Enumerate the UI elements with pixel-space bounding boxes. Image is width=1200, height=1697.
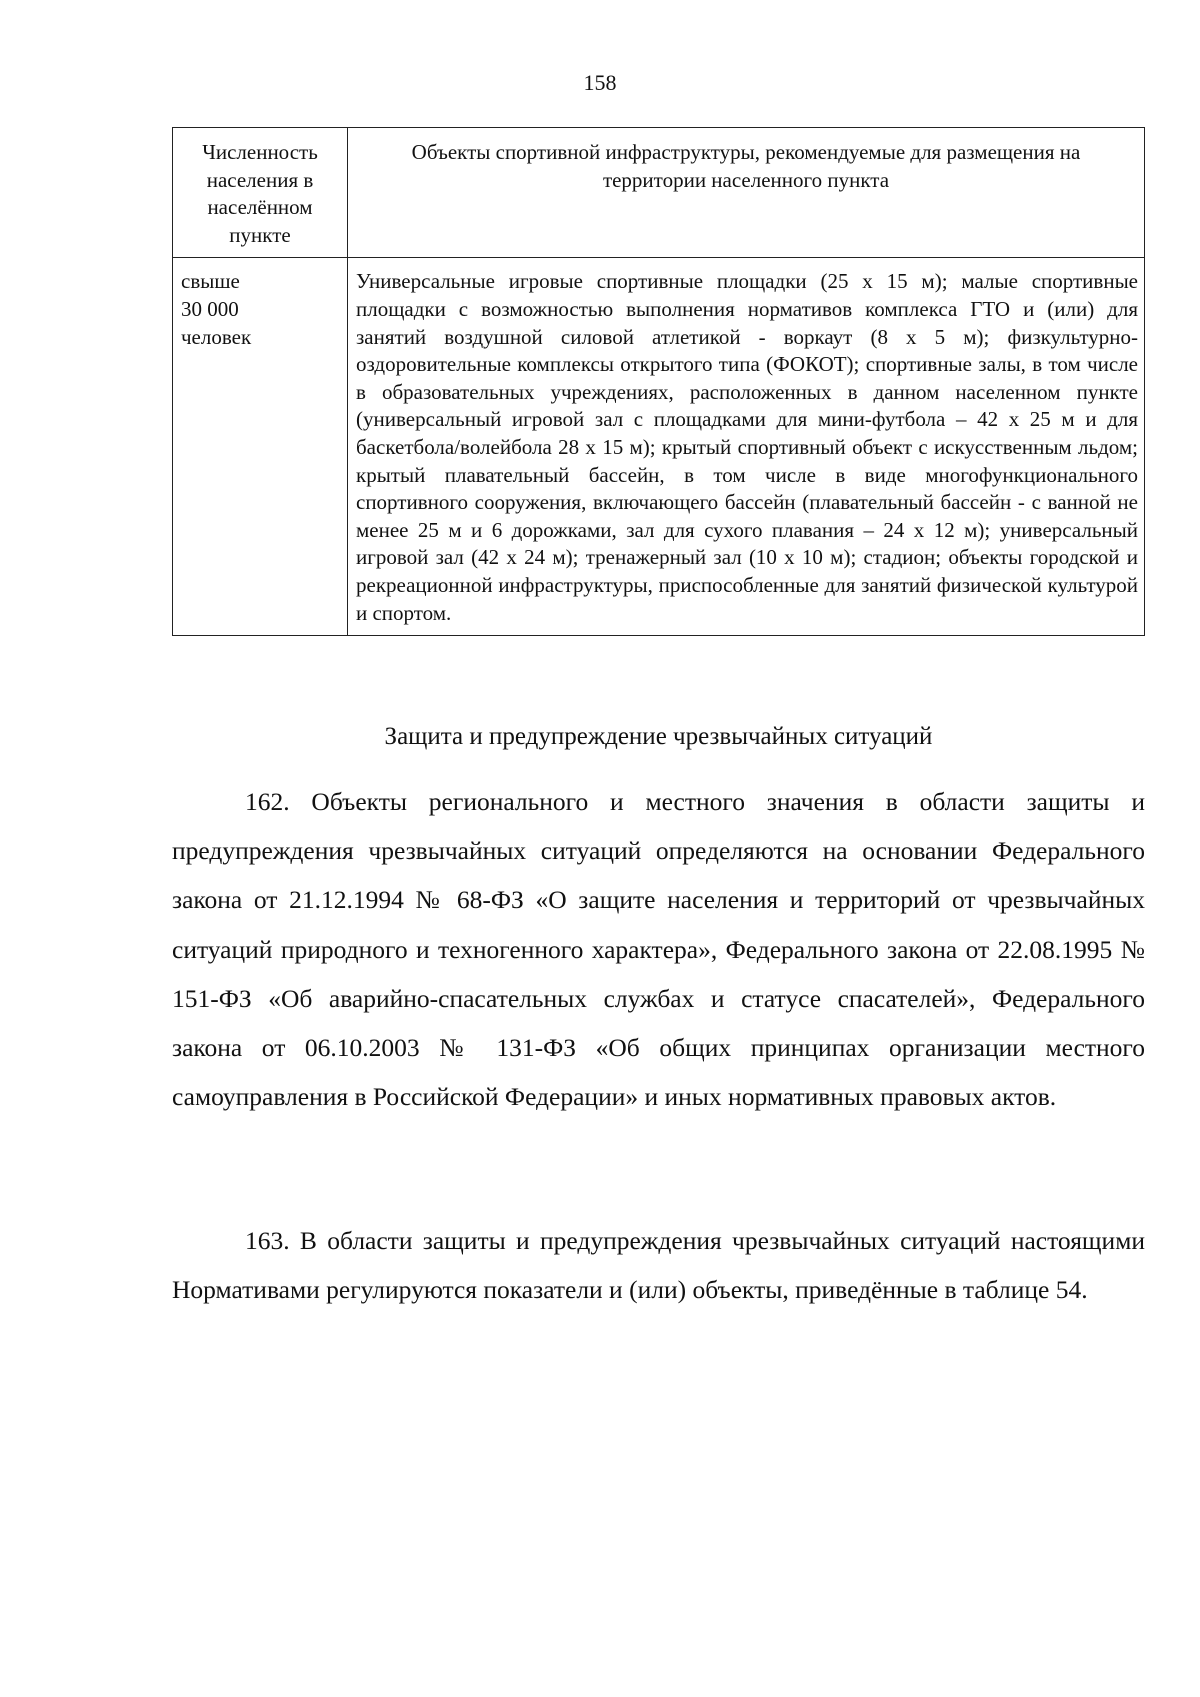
row-population-line: 30 000 xyxy=(181,296,239,321)
header-objects-line: территории населенного пункта xyxy=(602,167,890,192)
page-number: 158 xyxy=(583,70,617,95)
header-population-line: пункте xyxy=(229,222,291,247)
header-objects-line: Объекты спортивной инфраструктуры, рекомендуемые для размещения на xyxy=(411,140,1081,164)
header-population-line: населения в xyxy=(206,167,314,192)
row-population xyxy=(173,258,348,636)
table-row xyxy=(173,258,1145,636)
row-objects: Универсальные игровые спортивные площадки (25 х 15 м); малые спортивные площадки с возможностью выполнения нормативов комплекса ГТО и (или) для занятий воздушной силовой атлетикой - воркаут (8 х 5 м); физкультурно-оздоровительные комплексы открытого типа (ФОКОТ); спортивные залы, в том числе в образовательных учреждениях, расположенных в данном населенном пункте (универсальный игровой зал с площадками для мини-футбола – 42 х 25 м и для баскетбола/волейбола 28 х 15 м); крытый спортивный объект с искусственным льдом; крытый плавательный бассейн, в том числе в виде многофункционального спортивного сооружения, включающего бассейн (плавательный бассейн - с ванной не менее 25 м и 6 дорожками, зал для сухого плавания – 24 х 12 м); универсальный игровой зал (42 х 24 м); тренажерный зал (10 х 10 м); стадион; объекты городской и рекреационной инфраструктуры, приспособленные для занятий физической культурой и спортом. xyxy=(348,258,1145,636)
header-population-line: Численность xyxy=(202,140,318,164)
row-population-line: человек xyxy=(181,324,252,349)
section-heading: Защита и предупреждение чрезвычайных ситуаций xyxy=(384,723,933,750)
paragraph-163: 163. В области защиты и предупреждения чрезвычайных ситуаций настоящими Нормативами регулируются показатели и (или) объекты, приведённые в таблице 54. xyxy=(172,1226,1145,1305)
table-header-row xyxy=(173,128,1145,258)
header-population xyxy=(173,128,348,258)
sports-infrastructure-table xyxy=(172,127,1145,636)
header-population-line: населённом xyxy=(207,195,313,220)
header-objects xyxy=(348,128,1145,258)
paragraph-162: 162. Объекты регионального и местного значения в области защиты и предупреждения чрезвычайных ситуаций определяются на основании Федерального закона от 21.12.1994 № 68-ФЗ «О защите населения и территорий от чрезвычайных ситуаций природного и техногенного характера», Федерального закона от 22.08.1995 № 151-ФЗ «Об аварийно-спасательных службах и статусе спасателей», Федерального закона от 06.10.2003 № 131-ФЗ «Об общих принципах организации местного самоуправления в Российской Федерации» и иных нормативных правовых актов. xyxy=(172,787,1145,1112)
row-population-line: свыше xyxy=(181,269,240,294)
